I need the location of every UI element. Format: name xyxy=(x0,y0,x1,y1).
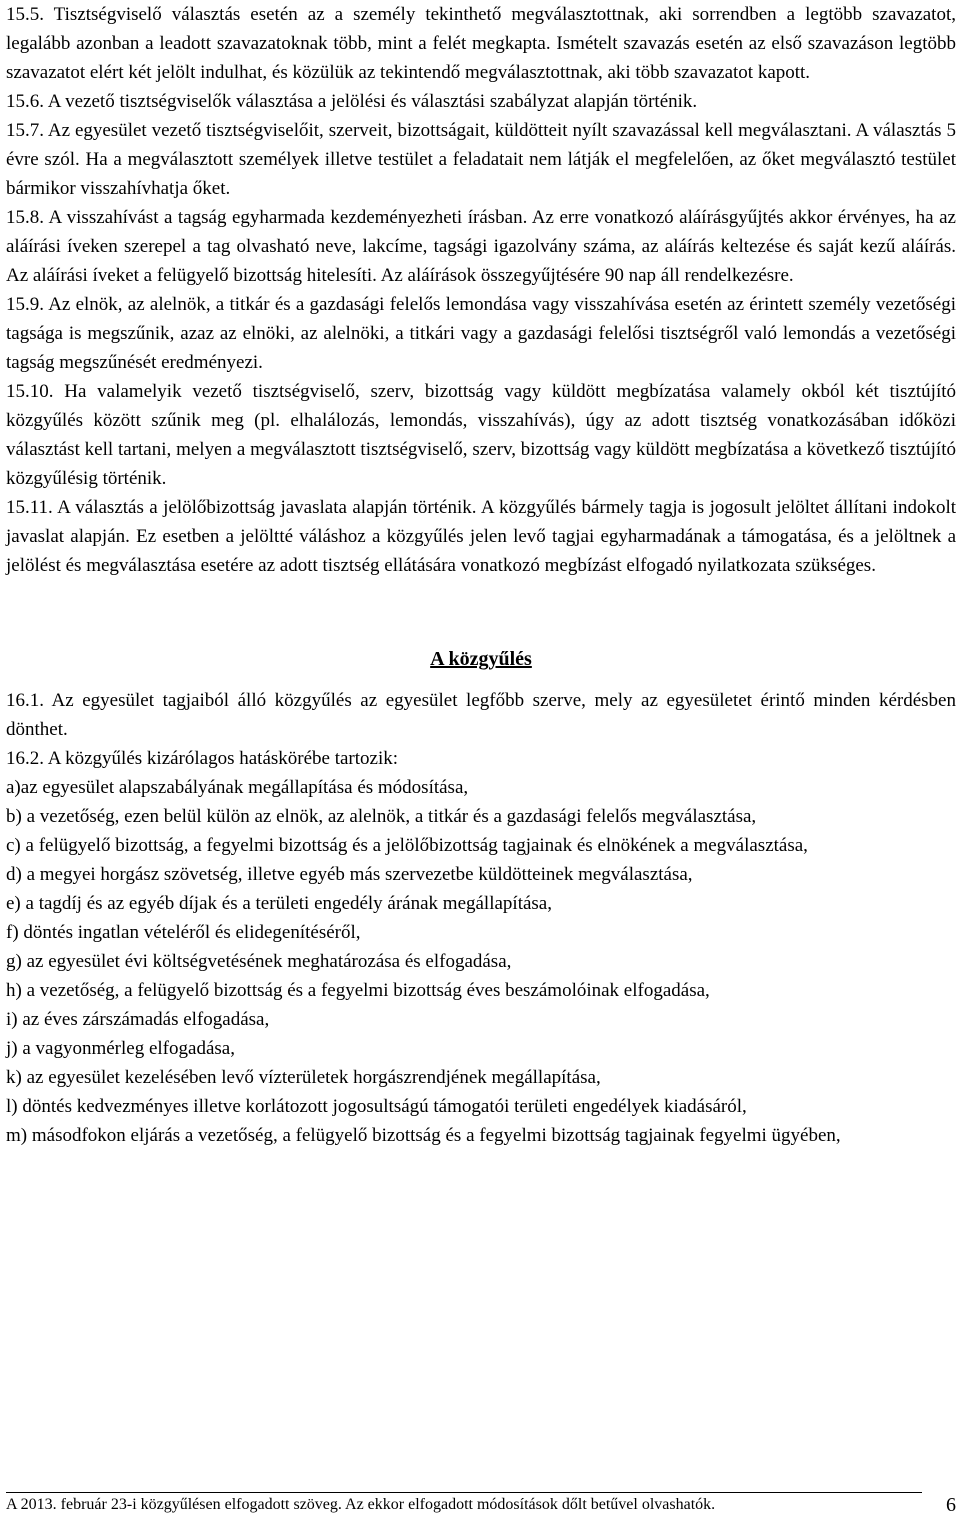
list-item-j: j) a vagyonmérleg elfogadása, xyxy=(6,1038,235,1059)
paragraph-16-1: 16.1. Az egyesület tagjaiból álló közgyűlés az egyesület legfőbb szerve, mely az egyesületet érintő minden kérdésben dönthet. xyxy=(6,690,956,740)
footer-note: A 2013. február 23-i közgyűlésen elfogadott szöveg. Az ekkor elfogadott módosítások dőlt betűvel olvashatók. xyxy=(6,1496,716,1513)
list-item-k: k) az egyesület kezelésében levő vízterületek horgászrendjének megállapítása, xyxy=(6,1067,601,1088)
footer-divider xyxy=(6,1492,922,1493)
paragraph-15-5: 15.5. Tisztségviselő választás esetén az a személy tekinthető megválasztottnak, aki sorrendben a legtöbb szavazatot, legalább azonban a leadott szavazatoknak több, mint a felét megkapta. Ismételt szavazás esetén az első szavazáson legtöbb szavazatot elért két jelölt indulhat, és közülük az tekintendő megválasztottnak, aki több szavazatot kapott. xyxy=(6,4,956,83)
list-item-m: m) másodfokon eljárás a vezetőség, a felügyelő bizottság és a fegyelmi bizottság tagjainak fegyelmi ügyében, xyxy=(6,1125,841,1146)
list-item-e: e) a tagdíj és az egyéb díjak és a területi engedély árának megállapítása, xyxy=(6,893,552,914)
page-number: 6 xyxy=(946,1494,956,1516)
paragraph-16-2: 16.2. A közgyűlés kizárólagos hatáskörébe tartozik: xyxy=(6,748,399,769)
document-body xyxy=(6,0,956,1150)
list-item-f: f) döntés ingatlan vételéről és elidegenítéséről, xyxy=(6,922,361,943)
list-item-c: c) a felügyelő bizottság, a fegyelmi bizottság és a jelölőbizottság tagjainak és elnökének a megválasztása, xyxy=(6,835,808,856)
list-item-h: h) a vezetőség, a felügyelő bizottság és a fegyelmi bizottság éves beszámolóinak elfogadása, xyxy=(6,980,710,1001)
paragraph-15-8: 15.8. A visszahívást a tagság egyharmada kezdeményezheti írásban. Az erre vonatkozó aláírásgyűjtés akkor érvényes, ha az aláírási íveken szerepel a tag olvasható neve, lakcíme, tagsági igazolvány száma, az aláírás keltezése és saját kezű aláírás. Az aláírási íveket a felügyelő bizottság hitelesíti. Az aláírások összegyűjtésére 90 nap áll rendelkezésre. xyxy=(6,207,956,286)
list-item-b: b) a vezetőség, ezen belül külön az elnök, az alelnök, a titkár és a gazdasági felelős megválasztása, xyxy=(6,806,757,827)
list-item-a: a)az egyesület alapszabályának megállapítása és módosítása, xyxy=(6,777,469,798)
section-heading: A közgyűlés xyxy=(430,648,532,670)
list-item-i: i) az éves zárszámadás elfogadása, xyxy=(6,1009,270,1030)
list-item-d: d) a megyei horgász szövetség, illetve egyéb más szervezetbe küldötteinek megválasztása, xyxy=(6,864,693,885)
list-item-g: g) az egyesület évi költségvetésének meghatározása és elfogadása, xyxy=(6,951,512,972)
paragraph-15-11: 15.11. A választás a jelölőbizottság javaslata alapján történik. A közgyűlés bármely tagja is jogosult jelöltet állítani indokolt javaslat alapján. Ez esetben a jelöltté váláshoz a közgyűlés jelen levő tagjai egyharmadának a támogatása, és a jelöltnek a jelölést és megválasztása esetére az adott tisztség ellátására vonatkozó megbízást elfogadó nyilatkozata szükséges. xyxy=(6,497,956,576)
list-item-l: l) döntés kedvezményes illetve korlátozott jogosultságú támogatói területi engedélyek kiadásáról, xyxy=(6,1096,747,1117)
paragraph-15-6: 15.6. A vezető tisztségviselők választása a jelölési és választási szabályzat alapján történik. xyxy=(6,91,698,112)
paragraph-15-10: 15.10. Ha valamelyik vezető tisztségviselő, szerv, bizottság vagy küldött megbízatása valamely okból két tisztújító közgyűlés között szűnik meg (pl. elhalálozás, lemondás, visszahívás), úgy az adott tisztség vonatkozásában időközi választást kell tartani, melyen a megválasztott tisztségviselő, szerv, bizottság vagy küldött megbízatása a következő tisztújító közgyűlésig történik. xyxy=(6,381,956,489)
paragraph-15-9: 15.9. Az elnök, az alelnök, a titkár és a gazdasági felelős lemondása vagy visszahívása esetén az érintett személy vezetőségi tagsága is megszűnik, azaz az elnöki, az alelnöki, a titkári vagy a gazdasági felelősi tisztségről való lemondás a vezetőségi tagság megszűnését eredményezi. xyxy=(6,294,956,373)
paragraph-15-7: 15.7. Az egyesület vezető tisztségviselőit, szerveit, bizottságait, küldötteit nyílt szavazással kell megválasztani. A választás 5 évre szól. Ha a megválasztott személyek illetve testület a feladatait nem látják el megfelelően, az őket megválasztó testület bármikor visszahívhatja őket. xyxy=(6,120,956,199)
